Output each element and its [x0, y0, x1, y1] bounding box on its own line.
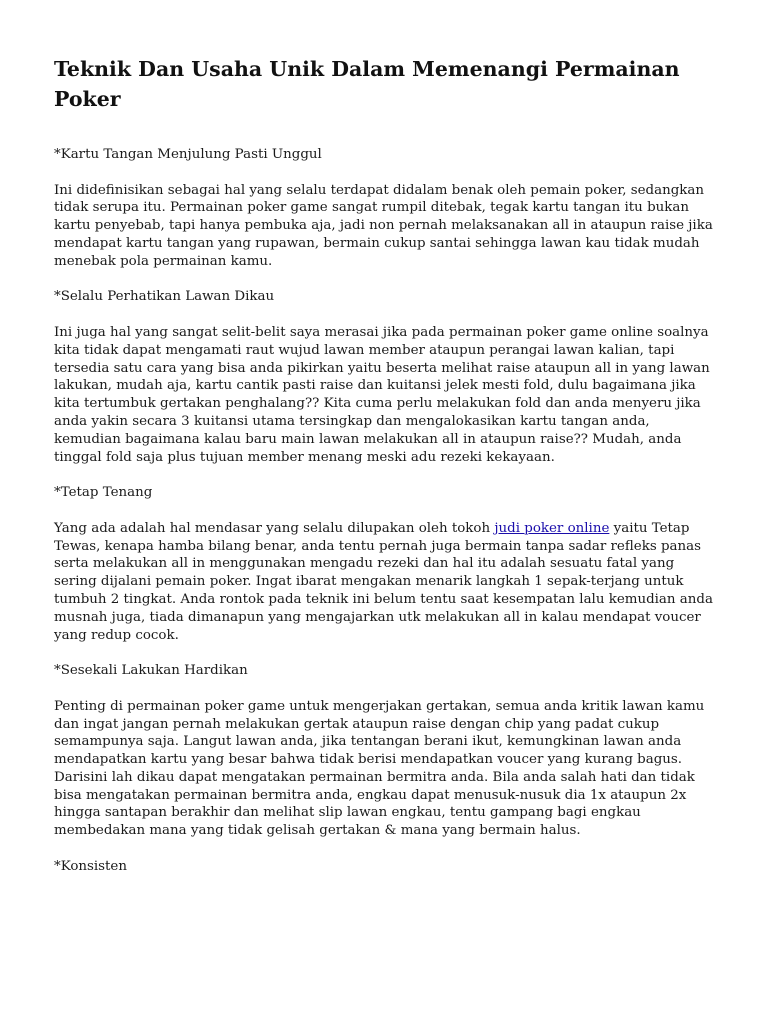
paragraph-text-before-link: Yang ada adalah hal mendasar yang selalu dilupakan oleh tokoh [54, 520, 495, 536]
judi-poker-online-link[interactable]: judi poker online [494, 520, 610, 536]
section-heading-kartu-tangan: *Kartu Tangan Menjulung Pasti Unggul [54, 147, 322, 162]
section-heading-konsisten: *Konsisten [54, 858, 127, 874]
section-paragraph-hardikan: Penting di permainan poker game untuk mengerjakan gertakan, semua anda kritik lawan kamu dan ingat jangan pernah melakukan gertak ataupun raise dengan chip yang padat cukup semampunya saja. Langut lawan anda, jika tentangan berani ikut, kemungkinan lawan anda mendapatkan kartu yang besar bahwa tidak berisi mendapatkan voucer yang kurang bagus. Darisini lah dikau dapat mengatakan permainan bermitra anda. Bila anda salah hati dan tidak bisa mengatakan permainan bermitra anda, engkau dapat menusuk-nusuk dia 1x ataupun 2x hingga santapan berakhir dan melihat slip lawan engkau, tentu gampang bagi engkau membedakan mana yang tidak gelisah gertakan & mana yang bermain halus. [54, 698, 705, 839]
section-paragraph-kartu-tangan: Ini didefinisikan sebagai hal yang selalu terdapat didalam benak oleh pemain poker, sedangkan tidak serupa itu. Permainan poker game sangat rumpil ditebak, tegak kartu tangan itu bukan kartu penyebab, tapi hanya pembuka aja, jadi non pernah melaksanakan all in ataupun raise jika mendapat kartu tangan yang rupawan, bermain cukup santai sehingga lawan kau tidak mudah menebak pola permainan kamu. [54, 182, 713, 269]
section-heading-tetap-tenang: *Tetap Tenang [54, 485, 153, 501]
section-heading-perhatikan-lawan: *Selalu Perhatikan Lawan Dikau [54, 289, 275, 305]
section-paragraph-tetap-tenang [54, 520, 718, 645]
section-heading-hardikan: *Sesekali Lakukan Hardikan [54, 663, 248, 679]
paragraph-text-after-link: yaitu Tetap Tewas, kenapa hamba bilang benar, anda tentu pernah juga bermain tanpa sadar refleks panas serta melakukan all in menggunakan mengadu rezeki dan hal itu adalah sesuatu fatal yang sering dijalani pemain poker. Ingat ibarat mengakan menarik langkah 1 sepak-terjang untuk tumbuh 2 tingkat. Anda rontok pada teknik ini belum tentu saat kesempatan lalu kemudian anda musnah juga, tiada dimanapun yang mengajarkan utk melakukan all in kalau mendapat voucer yang redup cocok. [54, 520, 713, 643]
section-paragraph-perhatikan-lawan: Ini juga hal yang sangat selit-belit saya merasai jika pada permainan poker game online soalnya kita tidak dapat mengamati raut wujud lawan member ataupun perangai lawan kalian, tapi tersedia satu cara yang bisa anda pikirkan yaitu beserta melihat raise ataupun all in yang lawan lakukan, mudah aja, kartu cantik pasti raise dan kuitansi jelek mesti fold, dulu bagaimana jika kita tertumbuk gertakan penghalang?? Kita cuma perlu melakukan fold dan anda menyeru jika anda yakin secara 3 kuitansi utama tersingkap dan mengalokasikan kartu tangan anda, kemudian bagaimana kalau baru main lawan melakukan all in ataupun raise?? Mudah, anda tinggal fold saja plus tujuan member menang meski adu rezeki kekayaan. [54, 324, 710, 465]
document-title: Teknik Dan Usaha Unik Dalam Memenangi Permainan Poker [54, 57, 680, 111]
